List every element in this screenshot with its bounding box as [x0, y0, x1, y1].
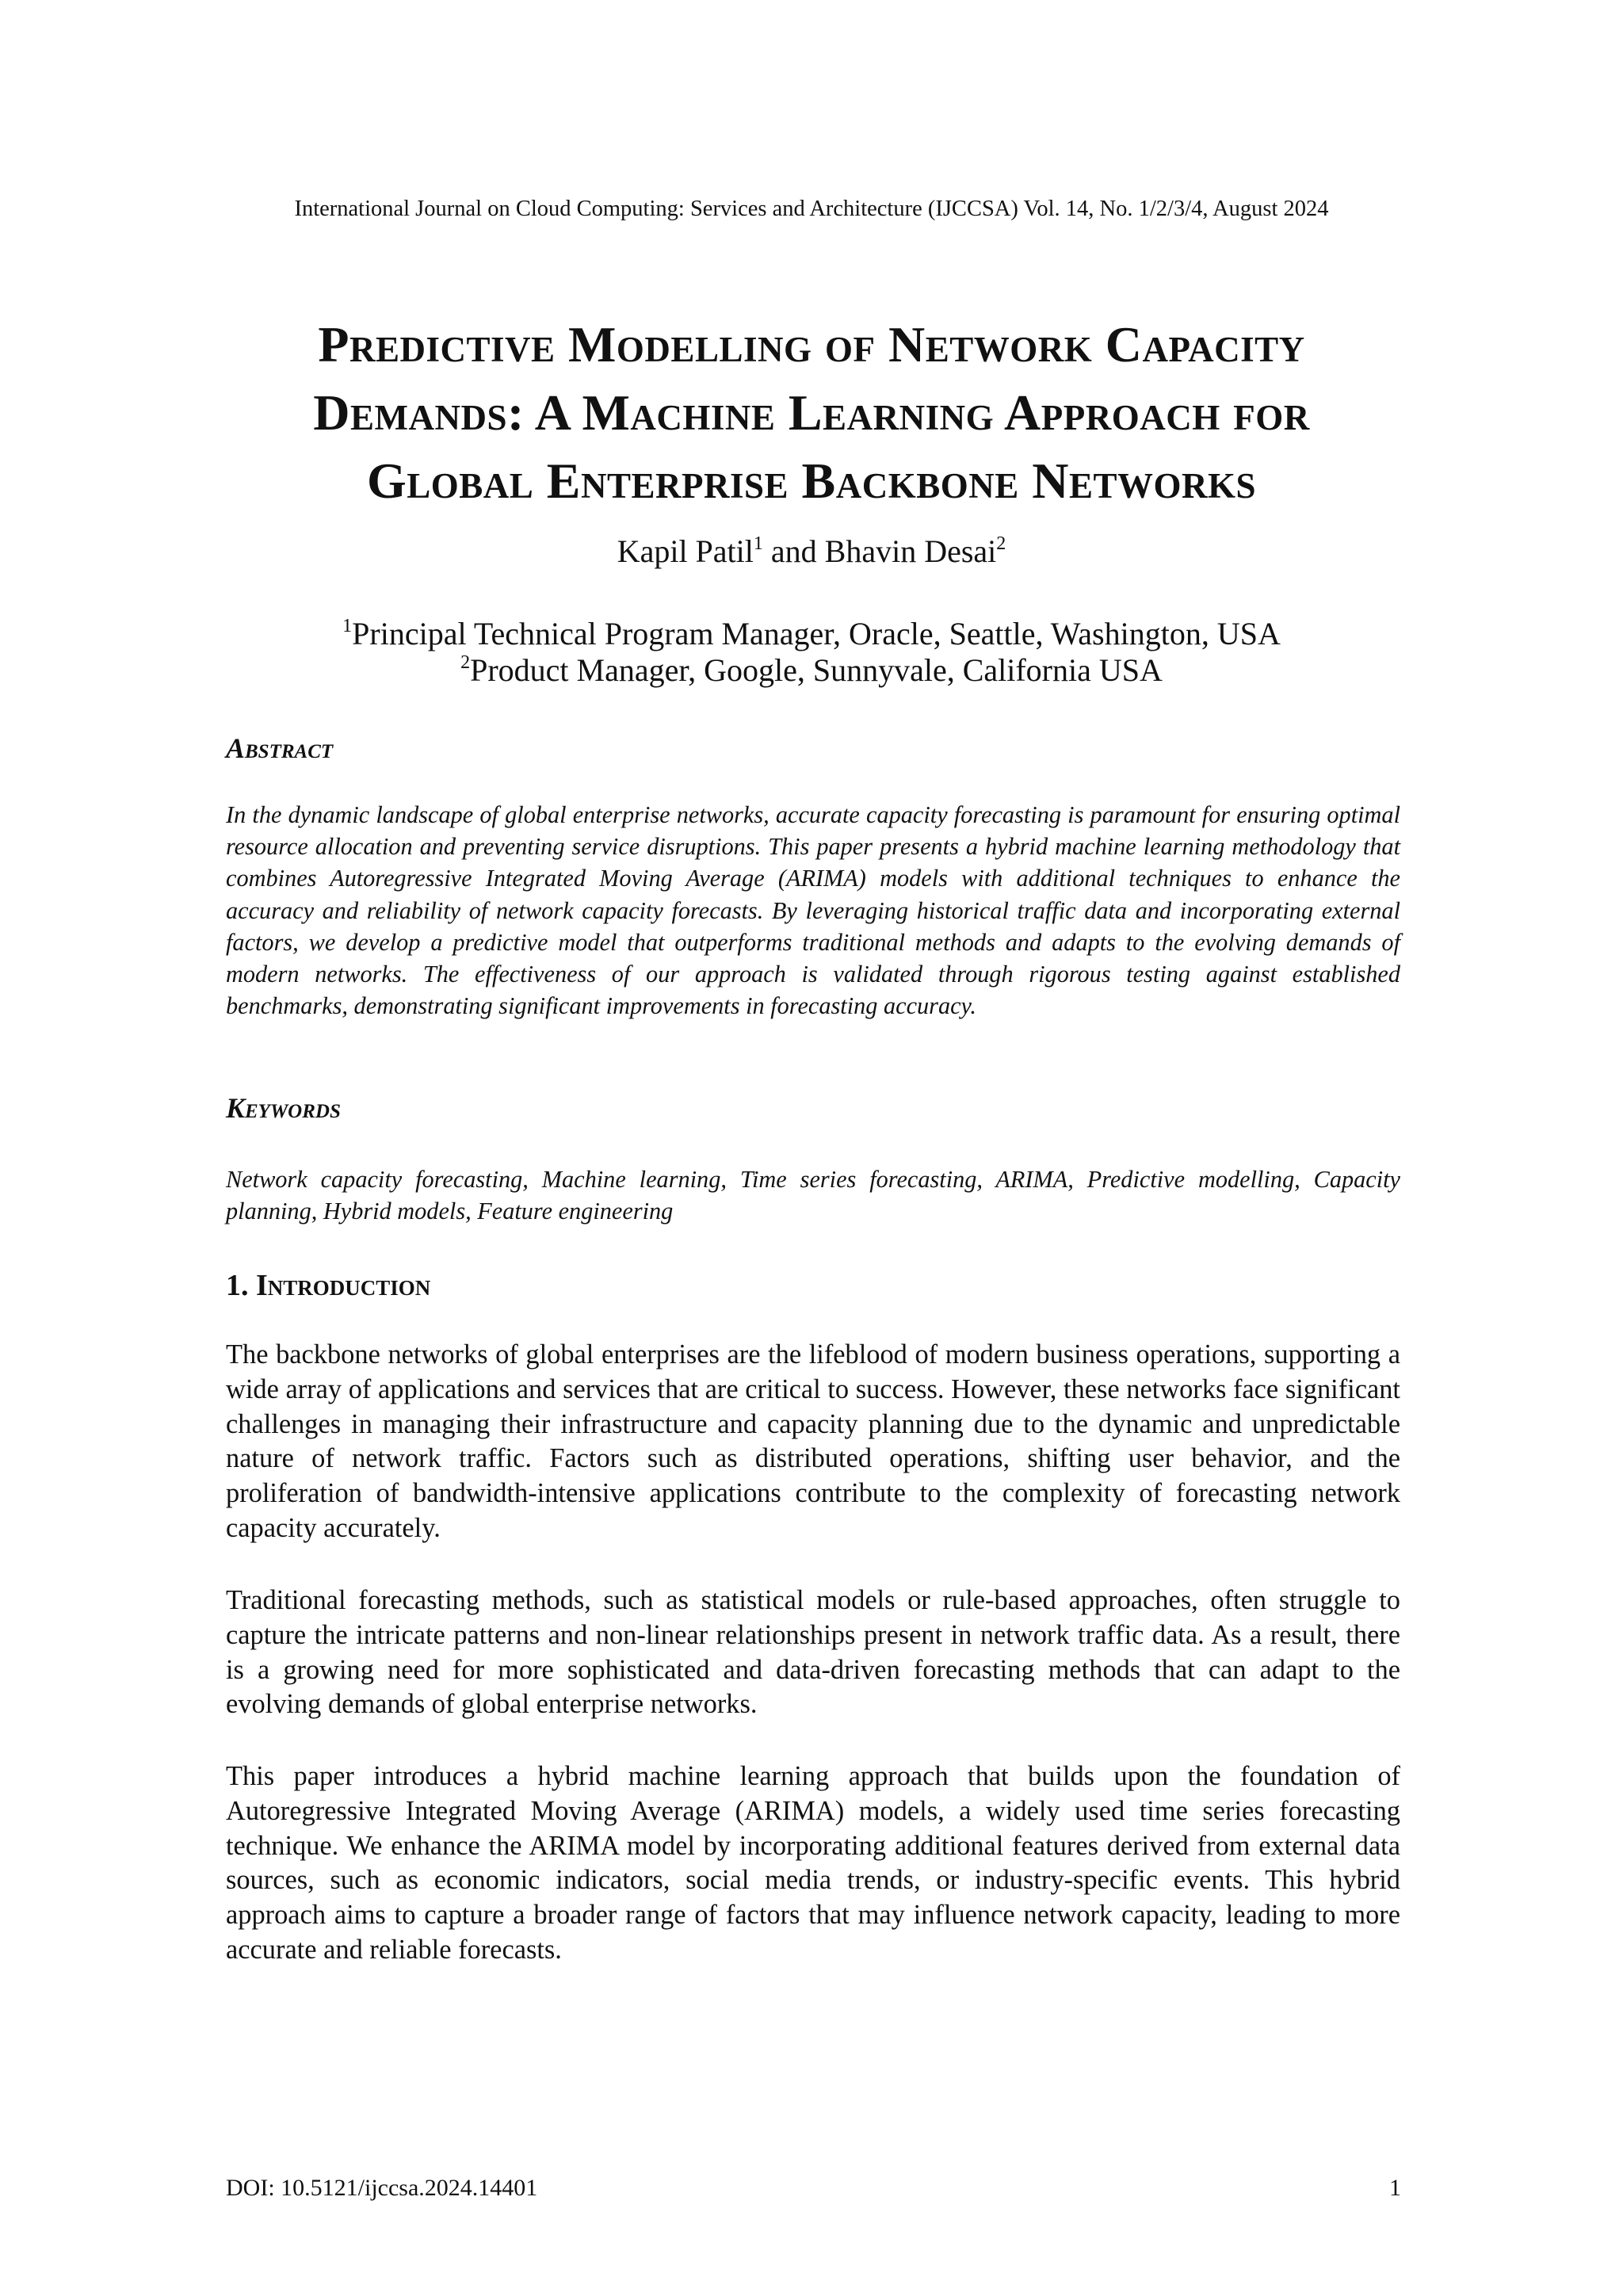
keywords-text: Network capacity forecasting, Machine learning, Time series forecasting, ARIMA, Predictive modelling, Capacity planning, Hybrid models, Feature engineering — [226, 1166, 1400, 1225]
affiliation-2 — [0, 652, 1623, 689]
author-line — [0, 533, 1623, 571]
page-number: 1 — [1389, 2175, 1401, 2201]
author-2-name: Bhavin Desai — [824, 533, 997, 569]
introduction-heading: 1. Introduction — [226, 1269, 431, 1302]
title-line-3: Global Enterprise Backbone Networks — [366, 453, 1257, 509]
intro-paragraph-2: Traditional forecasting methods, such as statistical models or rule-based approaches, often struggle to capture the intricate patterns and non-linear relationships present in network traffic data. As a result, there is a growing need for more sophisticated and data-driven forecasting methods that can adapt to the evolving demands of global enterprise networks. — [226, 1585, 1400, 1720]
title-line-2: Demands: A Machine Learning Approach for — [313, 384, 1310, 441]
affiliation-1-text: Principal Technical Program Manager, Oracle, Seattle, Washington, USA — [352, 616, 1281, 651]
intro-paragraph-3: This paper introduces a hybrid machine learning approach that builds upon the foundation of Autoregressive Integrated Moving Average (ARIMA) models, a widely used time series forecasting technique. We enhance the ARIMA model by incorporating additional features derived from external data sources, such as economic indicators, social media trends, or industry-specific events. This hybrid approach aims to capture a broader range of factors that may influence network capacity, leading to more accurate and reliable forecasts. — [226, 1761, 1400, 1965]
affiliation-1-mark: 1 — [342, 616, 353, 636]
author-connector: and — [762, 533, 825, 569]
title-line-1: Predictive Modelling of Network Capacity — [318, 316, 1305, 372]
keywords-heading: Keywords — [226, 1092, 341, 1124]
abstract-text: In the dynamic landscape of global enterprise networks, accurate capacity forecasting is paramount for ensuring optimal resource allocation and preventing service disruptions. This paper presents a hybrid machine learning methodology that combines Autoregressive Integrated Moving Average (ARIMA) models with additional techniques to enhance the accuracy and reliability of network capacity forecasts. By leveraging historical traffic data and incorporating external factors, we develop a predictive model that outperforms traditional methods and adapts to the evolving demands of modern networks. The effectiveness of our approach is validated through rigorous testing against established benchmarks, demonstrating significant improvements in forecasting accuracy. — [226, 801, 1400, 1020]
affiliation-2-mark: 2 — [460, 652, 471, 673]
doi-footer: DOI: 10.5121/ijccsa.2024.14401 — [226, 2175, 538, 2201]
paper-title — [143, 311, 1480, 515]
author-2-affil-mark: 2 — [996, 533, 1006, 554]
author-1-affil-mark: 1 — [753, 533, 763, 554]
affiliation-1 — [0, 616, 1623, 652]
intro-paragraph-1: The backbone networks of global enterprises are the lifeblood of modern business operations, supporting a wide array of applications and services that are critical to success. However, these networks face significant challenges in managing their infrastructure and capacity planning due to the dynamic and unpredictable nature of network traffic. Factors such as distributed operations, shifting user behavior, and the proliferation of bandwidth-intensive applications contribute to the complexity of forecasting network capacity accurately. — [226, 1339, 1400, 1543]
author-1-name: Kapil Patil — [617, 533, 754, 569]
running-header: International Journal on Cloud Computing: Services and Architecture (IJCCSA) Vol. 14, No. 1/2/3/4, August 2024 — [294, 197, 1329, 221]
abstract-heading: Abstract — [226, 732, 334, 764]
affiliation-2-text: Product Manager, Google, Sunnyvale, California USA — [470, 652, 1163, 688]
